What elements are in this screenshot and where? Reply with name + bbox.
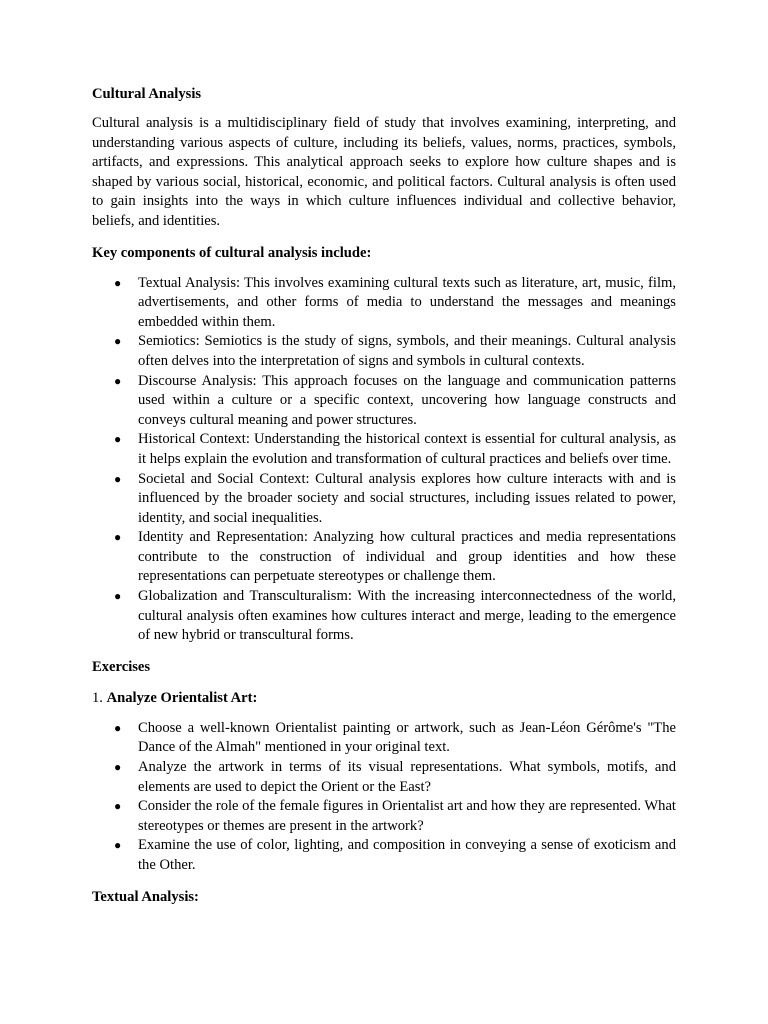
- exercise-title: Analyze Orientalist Art:: [106, 689, 258, 706]
- key-components-heading: Key components of cultural analysis include:: [92, 244, 372, 261]
- bullet-dot-icon: ●: [114, 373, 122, 388]
- list-item: ● Discourse Analysis: This approach focuses on the language and communication patterns used within a culture or a specific context, uncovering how language constructs and conveys cultural meaning and power structures.: [114, 372, 676, 428]
- bullet-dot-icon: ●: [114, 275, 122, 290]
- exercise-1-heading: [92, 688, 676, 708]
- list-item: ● Semiotics: Semiotics is the study of signs, symbols, and their meanings. Cultural analysis often delves into the interpretation of signs and symbols in cultural contexts.: [114, 333, 676, 369]
- list-item: ● Analyze the artwork in terms of its visual representations. What symbols, motifs, and elements are used to depict the Orient or the East?: [114, 759, 676, 795]
- intro-paragraph: Cultural analysis is a multidisciplinary field of study that involves examining, interpreting, and understanding various aspects of culture, including its beliefs, values, norms, practices, symbols, artifacts, and expressions. This analytical approach seeks to explore how culture shapes and is shaped by various social, historical, economic, and political factors. Cultural analysis is often used to gain insights into the ways in which culture influences individual and collective behavior, beliefs, and identities.: [92, 115, 676, 229]
- list-item: ● Examine the use of color, lighting, and composition in conveying a sense of exoticism and the Other.: [114, 837, 676, 873]
- document-title: Cultural Analysis: [92, 86, 202, 102]
- list-item: ● Historical Context: Understanding the historical context is essential for cultural analysis, as it helps explain the evolution and transformation of cultural practices and beliefs over time.: [114, 431, 676, 467]
- document-page: [92, 84, 676, 907]
- textual-analysis-heading: Textual Analysis:: [92, 888, 199, 905]
- bullet-dot-icon: ●: [114, 838, 122, 853]
- list-item: ● Choose a well-known Orientalist painting or artwork, such as Jean-Léon Gérôme's "The Dance of the Almah" mentioned in your original text.: [114, 719, 676, 756]
- list-item: ● Globalization and Transculturalism: With the increasing interconnectedness of the world, cultural analysis often examines how cultures interact and merge, leading to the emergence of new hybrid or transcultural forms.: [114, 588, 676, 644]
- bullet-dot-icon: ●: [114, 589, 122, 604]
- bullet-dot-icon: ●: [114, 432, 122, 447]
- exercise-1-list: [92, 719, 676, 876]
- bullet-dot-icon: ●: [114, 471, 122, 486]
- list-item: ● Consider the role of the female figures in Orientalist art and how they are represented. What stereotypes or themes are present in the artwork?: [114, 798, 676, 834]
- list-item: ● Textual Analysis: This involves examining cultural texts such as literature, art, music, film, advertisements, and other forms of media to understand the messages and meanings embedded within them.: [114, 274, 676, 330]
- bullet-dot-icon: ●: [114, 720, 122, 735]
- components-list: [92, 274, 676, 646]
- bullet-dot-icon: ●: [114, 334, 122, 349]
- bullet-dot-icon: ●: [114, 799, 122, 814]
- exercises-heading: Exercises: [92, 658, 151, 675]
- exercise-number: 1.: [92, 689, 103, 706]
- bullet-dot-icon: ●: [114, 760, 122, 775]
- list-item: ● Societal and Social Context: Cultural analysis explores how culture interacts with and is influenced by the broader society and social structures, including issues related to power, identity, and social inequalities.: [114, 470, 676, 526]
- list-item: ● Identity and Representation: Analyzing how cultural practices and media representations contribute to the construction of individual and group identities and how these representations can perpetuate stereotypes or challenge them.: [114, 529, 676, 585]
- bullet-dot-icon: ●: [114, 530, 122, 545]
